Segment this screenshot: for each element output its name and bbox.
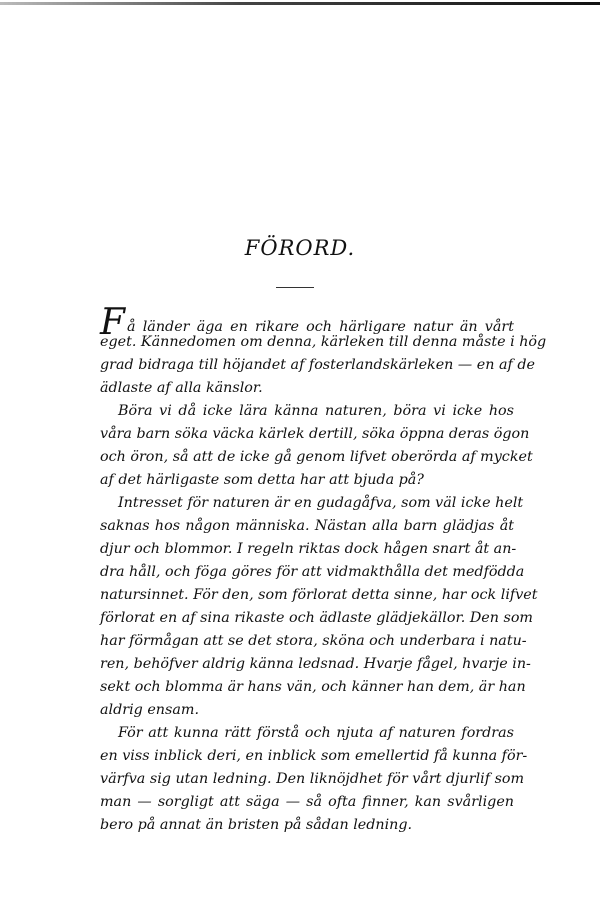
line-text: För att kunna rätt förstå och njuta af naturen fordras [118, 725, 514, 741]
text-line [100, 791, 514, 814]
text-line [100, 722, 514, 745]
line-text: natursinnet. För den, som förlorat detta sinne, har ock lifvet [100, 587, 538, 603]
line-text: Böra vi då icke lära känna naturen, böra vi icke hos [118, 403, 514, 419]
line-text: har förmågan att se det stora, sköna och underbara i natu- [100, 633, 527, 649]
text-line [100, 515, 514, 538]
text-line [100, 561, 525, 584]
text-line [100, 446, 533, 469]
text-line [100, 699, 514, 722]
line-text: en viss inblick deri, en inblick som emellertid få kunna för- [100, 748, 528, 764]
line-text: Intresset för naturen är en gudagåfva, som väl icke helt [118, 495, 524, 511]
line-text: ädlaste af alla känslor. [100, 380, 263, 396]
text-line [100, 469, 514, 492]
text-line [100, 745, 528, 768]
text-line [100, 768, 525, 791]
preface-text [100, 302, 547, 837]
line-text: dra håll, och föga göres för att vidmakthålla det medfödda [100, 564, 525, 580]
text-line [100, 630, 527, 653]
line-text: af det härligaste som detta har att bjuda på? [100, 472, 424, 488]
text-line [100, 814, 514, 837]
page-heading: FÖRORD. [244, 236, 356, 260]
line-text: och öron, så att de icke gå genom lifvet oberörda af mycket [100, 449, 533, 465]
line-text: eget. Kännedomen om denna, kärleken till denna måste i hög [100, 334, 547, 350]
text-line [100, 423, 530, 446]
line-text: bero på annat än bristen på sådan ledning. [100, 817, 413, 833]
line-text: saknas hos någon människa. Nästan alla barn glädjas åt [100, 518, 514, 534]
text-line [100, 584, 538, 607]
line-text: ren, behöfver aldrig känna ledsnad. Hvarje fågel, hvarje in- [100, 656, 531, 672]
line-text: djur och blommor. I regeln riktas dock hågen snart åt an- [100, 541, 517, 557]
text-line [100, 492, 524, 515]
text-line [100, 607, 533, 630]
line-text: man — sorgligt att säga — så ofta finner, kan svårligen [100, 794, 514, 810]
top-border-rule [0, 2, 600, 5]
text-line [100, 653, 531, 676]
line-text: våra barn söka väcka kärlek dertill, söka öppna deras ögon [100, 426, 530, 442]
text-line [100, 676, 526, 699]
line-text: sekt och blomma är hans vän, och känner han dem, är han [100, 679, 526, 695]
line-text: värfva sig utan ledning. Den liknöjdhet för vårt djurlif som [100, 771, 525, 787]
text-line [100, 377, 514, 400]
line-text: å länder äga en rikare och härligare natur än vårt [126, 319, 514, 335]
line-text: förlorat en af sina rikaste och ädlaste glädjekällor. Den som [100, 610, 533, 626]
heading-divider [276, 287, 314, 288]
text-line [100, 331, 547, 354]
text-line [100, 400, 514, 423]
text-line [100, 354, 535, 377]
drop-cap: F [100, 302, 125, 343]
text-line [100, 538, 517, 561]
line-text: aldrig ensam. [100, 702, 199, 718]
line-text: grad bidraga till höjandet af fosterlandskärleken — en af de [100, 357, 535, 373]
